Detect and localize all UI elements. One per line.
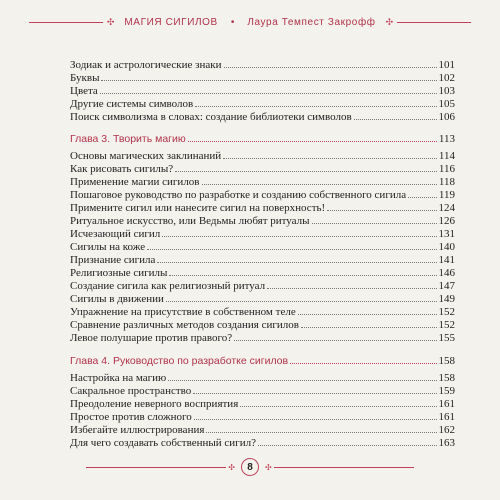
toc-dot-leader [267,288,436,289]
toc-entry-title: Упражнение на присутствие в собственном теле [70,306,296,318]
toc-dot-leader [290,363,436,364]
toc-entry [70,318,455,331]
toc-chapter-title: Глава 4. Руководство по разработке сигилов [70,355,289,367]
toc-entry-title: Для чего создавать собственный сигил? [70,437,256,449]
toc-dot-leader [157,262,436,263]
toc-dot-leader [202,184,437,185]
toc-entry-page: 105 [438,98,455,110]
toc-entry [70,240,455,253]
toc-dot-leader [206,432,436,433]
toc-dot-leader [258,445,437,446]
toc-entry [70,410,455,423]
toc-entry [70,201,455,214]
footer-ornament-right-icon: ✣ [265,462,272,472]
toc-entry-page: 161 [438,398,455,410]
toc-entry-title: Создание сигила как религиозный ритуал [70,280,266,292]
toc-entry [70,84,455,97]
toc-dot-leader [194,419,437,420]
toc-entry-page: 159 [438,385,455,397]
toc-entry-page: 106 [438,111,455,123]
toc-entry [70,305,455,318]
toc-entry-title: Сравнение различных методов создания сигилов [70,319,299,331]
toc-entry [70,384,455,397]
toc-entry-page: 155 [438,332,455,344]
toc-entry [70,227,455,240]
toc-dot-leader [312,223,437,224]
toc-entry-page: 158 [438,372,455,384]
header-rule-right [397,22,471,23]
toc-dot-leader [193,393,436,394]
toc-entry-title: Буквы [70,72,100,84]
toc-entry-title: Пошаговое руководство по разработке и созданию собственного сигила [70,189,407,201]
toc-entry-title: Зодиак и астрологические знаки [70,59,222,71]
toc-entry-page: 119 [438,189,455,201]
toc-chapter-title: Глава 3. Творить магию [70,133,186,145]
toc-entry-page: 152 [438,306,455,318]
toc-dot-leader [169,275,436,276]
toc-entry-page: 102 [438,72,455,84]
header-rule-left [29,22,103,23]
toc-entry-page: 126 [438,215,455,227]
toc-entry-page: 163 [438,437,455,449]
toc-entry [70,214,455,227]
toc-entry-page: 152 [438,319,455,331]
toc-entry-title: Простое против сложного [70,411,192,423]
toc-entry [70,253,455,266]
toc-entry-page: 101 [438,59,455,71]
page-footer [0,458,500,476]
footer-ornament-left-icon: ✣ [228,462,235,472]
toc-dot-leader [327,210,436,211]
toc-dot-leader [166,301,437,302]
toc-entry [70,97,455,110]
toc-entry-title: Как рисовать сигилы? [70,163,174,175]
toc-entry-title: Основы магических заклинаний [70,150,222,162]
toc-entry [70,58,455,71]
toc-entry-page: 131 [438,228,455,240]
header-ornament-left-icon: ✣ [106,17,115,28]
toc-dot-leader [234,340,436,341]
toc-entry [70,397,455,410]
toc-entry-title: Сигилы на коже [70,241,146,253]
toc-entry [70,292,455,305]
toc-entry [70,371,455,384]
toc-entry-page: 147 [438,280,455,292]
toc-entry-page: 162 [438,424,455,436]
footer-rule-left [86,467,226,468]
toc-entry [70,436,455,449]
toc-dot-leader [224,67,437,68]
toc-entry-page: 161 [438,411,455,423]
toc-entry-title: Сакральное пространство [70,385,192,397]
toc-entry [70,423,455,436]
toc-entry [70,149,455,162]
toc-entry-page: 116 [438,163,455,175]
toc-entry-title: Избегайте иллюстрирования [70,424,205,436]
toc-chapter-heading [70,132,455,145]
toc-entry-title: Поиск символизма в словах: создание библиотеки символов [70,111,352,123]
header-book-title: МАГИЯ СИГИЛОВ [124,17,218,28]
toc-entry-page: 158 [438,355,455,367]
toc-dot-leader [147,249,436,250]
toc-dot-leader [162,236,436,237]
toc-entry [70,175,455,188]
toc-dot-leader [168,380,436,381]
toc-entry [70,162,455,175]
toc-entry-title: Религиозные сигилы [70,267,168,279]
toc-dot-leader [100,93,437,94]
toc-entry-page: 149 [438,293,455,305]
toc-entry [70,71,455,84]
toc-dot-leader [195,106,436,107]
toc-chapter-heading [70,354,455,367]
toc-entry-title: Сигилы в движении [70,293,164,305]
toc-entry-page: 140 [438,241,455,253]
toc-dot-leader [175,171,437,172]
toc-dot-leader [301,327,437,328]
toc-entry-title: Ритуальное искусство, или Ведьмы любят ритуалы [70,215,310,227]
toc-entry-title: Цвета [70,85,98,97]
toc-entry-title: Преодоление неверного восприятия [70,398,239,410]
toc-entry [70,266,455,279]
toc-entry [70,331,455,344]
toc-entry-page: 118 [438,176,455,188]
toc-entry [70,188,455,201]
toc-entry-title: Примените сигил или нанесите сигил на поверхность! [70,202,326,214]
toc-dot-leader [101,80,436,81]
toc-dot-leader [408,197,437,198]
header-separator: • [230,17,235,28]
header-ornament-right-icon: ✣ [385,17,394,28]
toc-entry-title: Применение магии сигилов [70,176,200,188]
toc-entry-page: 146 [438,267,455,279]
toc-entry-page: 103 [438,85,455,97]
footer-rule-right [274,467,414,468]
toc-dot-leader [188,141,437,142]
toc-entry-title: Другие системы символов [70,98,194,110]
toc-entry-title: Настройка на магию [70,372,167,384]
toc-dot-leader [223,158,437,159]
toc-entry-page: 114 [438,150,455,162]
header-author: Лаура Темпест Закрофф [247,17,376,28]
page-number: 8 [241,458,259,476]
toc-entry-title: Исчезающий сигил [70,228,161,240]
toc-entry-title: Левое полушарие против правого? [70,332,233,344]
toc-entry-page: 124 [438,202,455,214]
running-header [0,17,500,28]
toc-entry-title: Признание сигила [70,254,156,266]
toc-entry [70,110,455,123]
toc-dot-leader [354,119,437,120]
toc-dot-leader [298,314,437,315]
toc-dot-leader [240,406,436,407]
toc-entry-page: 113 [438,133,455,145]
toc-entry [70,279,455,292]
toc-entry-page: 141 [438,254,455,266]
